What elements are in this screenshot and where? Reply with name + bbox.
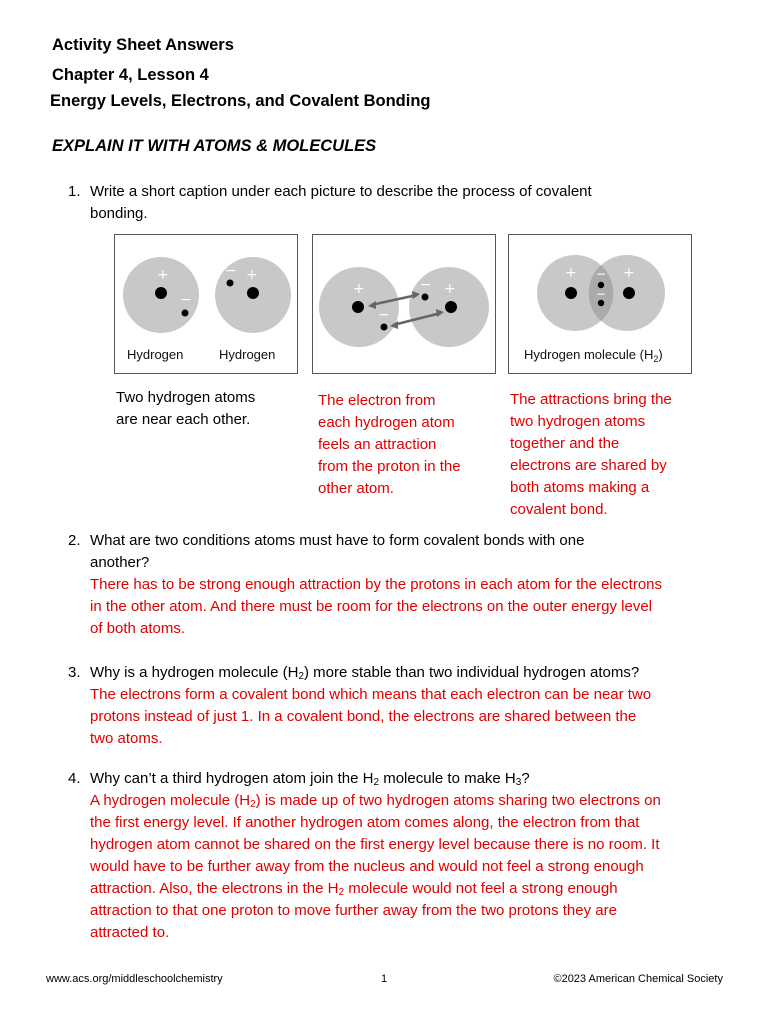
q4-number: 4. <box>68 770 81 787</box>
caption-1 <box>116 387 255 431</box>
q4-answer-line: would have to be further away from the nucleus and would not feel a strong enough <box>90 858 644 875</box>
caption-2-line: each hydrogen atom <box>318 414 455 431</box>
electron-right <box>422 294 429 301</box>
hydrogen-molecule-diagram <box>509 235 691 373</box>
proton-left <box>565 287 577 299</box>
q3-answer-line: protons instead of just 1. In a covalent bond, the electrons are shared between the <box>90 708 637 725</box>
q3-number: 3. <box>68 664 81 681</box>
caption-2-line: from the proton in the <box>318 458 461 475</box>
plus-sign: + <box>444 281 456 297</box>
plus-sign: + <box>353 281 365 297</box>
plus-sign: + <box>157 267 169 283</box>
q3-question-line: Why is a hydrogen molecule $(H_2)$ more stable than two individual hydrogen atoms? <box>90 664 640 682</box>
plus-sign: + <box>246 267 258 283</box>
q4-answer-line: the first energy level. If another hydrogen atom comes along, the electron from that <box>90 814 640 831</box>
caption-2-line: other atom. <box>318 480 394 497</box>
footer-page-number: 1 <box>381 973 388 985</box>
q3-answer-line: two atoms. <box>90 730 163 747</box>
q4-answer-line: hydrogen atom cannot be shared on the first energy level because there is no room. It <box>90 836 660 853</box>
q4-question-line: Why can’t a third hydrogen atom join the $H_2$ molecule to make $H_3$? <box>90 770 530 788</box>
caption-2-line: The electron from <box>318 392 436 409</box>
header-chapter: Chapter 4, Lesson 4 <box>52 66 209 84</box>
minus-sign: − <box>225 263 237 279</box>
q2-number: 2. <box>68 532 81 549</box>
footer-copyright: ©2023 American Chemical Society <box>553 973 723 985</box>
electron-right <box>227 280 234 287</box>
q3-block <box>90 662 730 750</box>
q2-answer-line: There has to be strong enough attraction by the protons in each atom for the electrons <box>90 576 663 593</box>
caption-1-line: are near each other. <box>116 411 251 428</box>
q2-answer-line: of both atoms. <box>90 620 186 637</box>
img1-label-left: Hydrogen <box>127 347 184 362</box>
attraction-diagram <box>313 235 495 373</box>
header-title: Activity Sheet Answers <box>52 36 234 54</box>
caption-3-line: The attractions bring the <box>510 391 672 408</box>
q1-question-line2: bonding. <box>90 205 148 222</box>
footer-url: www.acs.org/middleschoolchemistry <box>46 973 223 985</box>
caption-3-line: two hydrogen atoms <box>510 413 646 430</box>
img3-label: Hydrogen molecule $(H_2)$ <box>524 347 663 364</box>
q4-block <box>90 768 730 944</box>
q4-answer-line: A hydrogen molecule $(H_2)$ is made up of two hydrogen atoms sharing two electrons on <box>90 792 661 810</box>
caption-3-line: covalent bond. <box>510 501 608 518</box>
caption-3-line: electrons are shared by <box>510 457 667 474</box>
proton-left <box>155 287 167 299</box>
q4-answer-line: attraction. Also, the electrons in the $H_2$ molecule would not feel a strong enough <box>90 880 618 898</box>
q2-question-line: What are two conditions atoms must have to form covalent bonds with one <box>90 532 585 549</box>
q4-answer-line: attraction to that one proton to move further away from the two protons they are <box>90 902 617 919</box>
proton-right <box>623 287 635 299</box>
q1-question-line1: Write a short caption under each picture to describe the process of covalent <box>90 183 592 200</box>
section-title: EXPLAIN IT WITH ATOMS & MOLECULES <box>52 137 377 155</box>
caption-2-line: feels an attraction <box>318 436 437 453</box>
electron-left <box>381 324 388 331</box>
q1-question <box>90 181 730 225</box>
proton-left <box>352 301 364 313</box>
minus-sign: − <box>420 277 432 293</box>
q2-question-line: another? <box>90 554 150 571</box>
two-hydrogen-atoms-diagram <box>115 235 297 373</box>
plus-sign: + <box>565 265 577 281</box>
proton-right <box>445 301 457 313</box>
caption-3-line: both atoms making a <box>510 479 650 496</box>
q4-answer-line: attracted to. <box>90 924 170 941</box>
image-hydrogen-molecule <box>508 234 692 374</box>
caption-2 <box>318 390 461 500</box>
image-attraction <box>312 234 496 374</box>
minus-sign: − <box>378 307 390 323</box>
q2-block <box>90 530 730 640</box>
caption-3-line: together and the <box>510 435 620 452</box>
electron-left <box>182 310 189 317</box>
img1-label-right: Hydrogen <box>219 347 276 362</box>
header-lesson-title: Energy Levels, Electrons, and Covalent Bonding <box>50 92 431 110</box>
q1-number: 1. <box>68 183 81 200</box>
minus-sign: − <box>596 287 607 301</box>
proton-right <box>247 287 259 299</box>
q3-answer-line: The electrons form a covalent bond which means that each electron can be near two <box>90 686 652 703</box>
caption-1-line: Two hydrogen atoms <box>116 389 256 406</box>
minus-sign: − <box>596 267 607 281</box>
minus-sign: − <box>180 292 192 308</box>
image-two-hydrogen-atoms <box>114 234 298 374</box>
plus-sign: + <box>623 265 635 281</box>
q2-answer-line: in the other atom. And there must be room for the electrons on the outer energy level <box>90 598 652 615</box>
caption-3 <box>510 389 672 521</box>
